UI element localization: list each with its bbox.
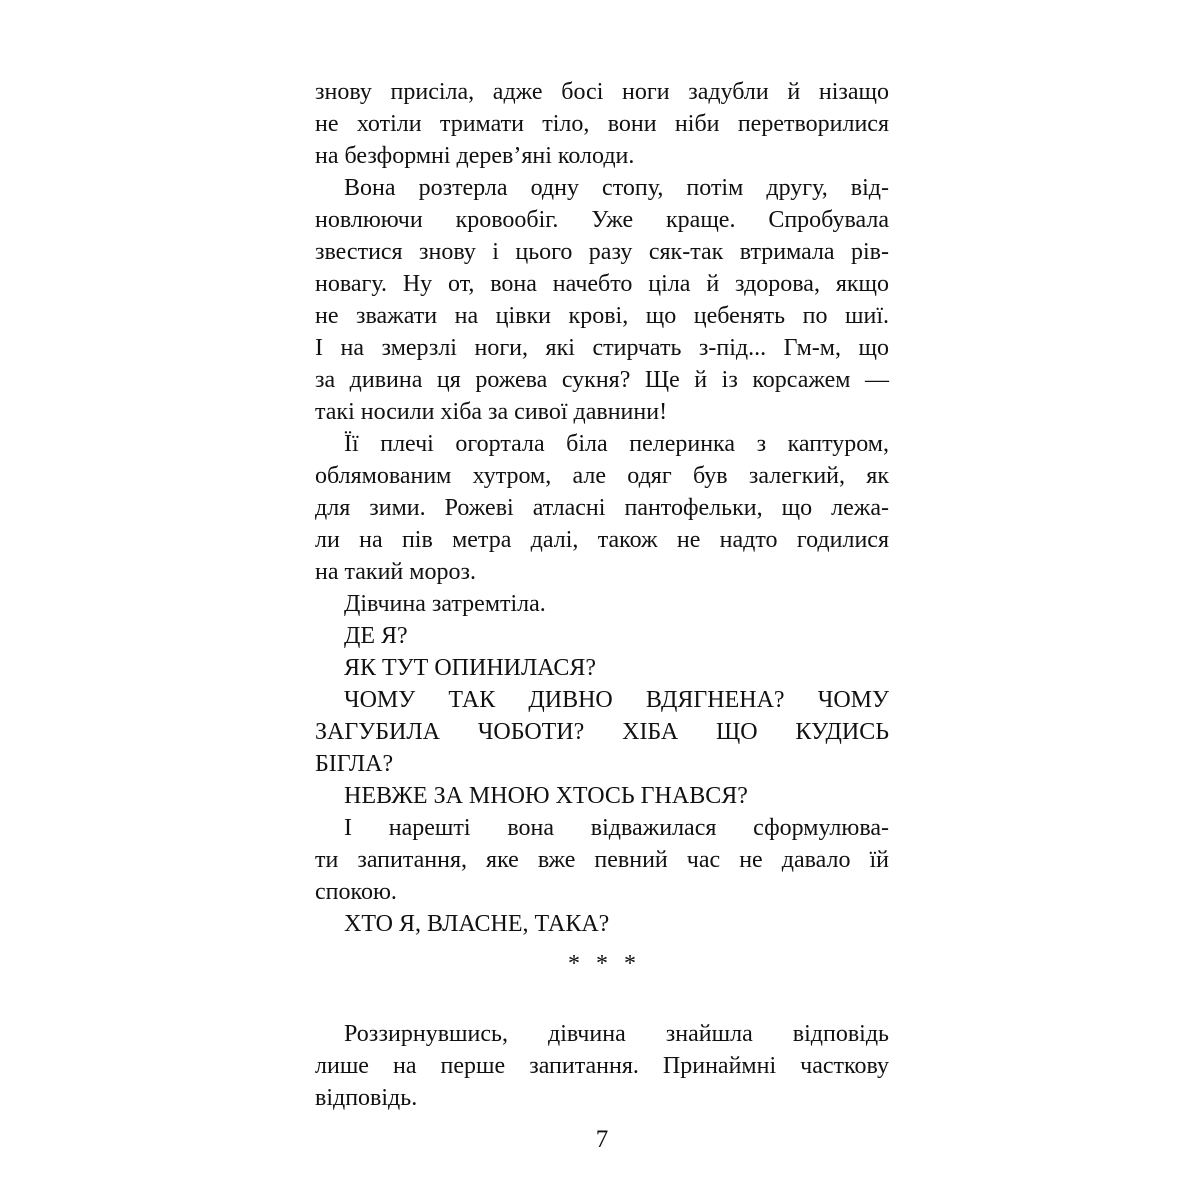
paragraph bbox=[315, 1018, 889, 1114]
page-text-bottom bbox=[315, 1018, 889, 1114]
text-line: відповідь. bbox=[315, 1085, 418, 1111]
text-line: новагу. Ну от, вона начебто ціла й здорова, якщо bbox=[315, 271, 889, 297]
paragraph bbox=[315, 428, 889, 588]
text-line: Вона розтерла одну стопу, потім другу, від- bbox=[344, 175, 889, 201]
text-line: ЗАГУБИЛА ЧОБОТИ? ХІБА ЩО КУДИСЬ bbox=[315, 719, 889, 745]
text-line: не зважати на цівки крові, що цебенять по шиї. bbox=[315, 303, 889, 329]
text-line: ли на пів метра далі, також не надто годилися bbox=[315, 527, 889, 553]
text-line: для зими. Рожеві атласні пантофельки, що лежа- bbox=[315, 495, 889, 521]
text-line: ХТО Я, ВЛАСНЕ, ТАКА? bbox=[344, 911, 610, 937]
text-line: облямованим хутром, але одяг був залегкий, як bbox=[315, 463, 889, 489]
paragraph bbox=[315, 684, 889, 780]
text-line: такі носили хіба за сивої давнини! bbox=[315, 399, 668, 425]
text-line: на безформні дерев’яні колоди. bbox=[315, 143, 635, 169]
paragraph bbox=[315, 588, 889, 620]
text-line: Її плечі огортала біла пелеринка з каптуром, bbox=[344, 431, 889, 457]
paragraph bbox=[315, 172, 889, 428]
paragraph bbox=[315, 812, 889, 908]
paragraph bbox=[315, 76, 889, 172]
text-line: не хотіли тримати тіло, вони ніби перетворилися bbox=[315, 111, 889, 137]
text-line: БІГЛА? bbox=[315, 751, 394, 777]
text-line: І нарешті вона відважилася сформулюва- bbox=[344, 815, 889, 841]
paragraph bbox=[315, 908, 889, 940]
text-line: ЯК ТУТ ОПИНИЛАСЯ? bbox=[344, 655, 597, 681]
text-line: звестися знову і цього разу сяк-так втримала рів- bbox=[315, 239, 889, 265]
text-line: на такий мороз. bbox=[315, 559, 476, 585]
text-line: лише на перше запитання. Принаймні часткову bbox=[315, 1053, 889, 1079]
page-text-top bbox=[315, 76, 889, 940]
paragraph bbox=[315, 780, 889, 812]
paragraph bbox=[315, 620, 889, 652]
page-text bbox=[315, 76, 889, 1156]
text-line: Роззирнувшись, дівчина знайшла відповідь bbox=[344, 1021, 889, 1047]
text-line: НЕВЖЕ ЗА МНОЮ ХТОСЬ ГНАВСЯ? bbox=[344, 783, 748, 809]
text-line: новлюючи кровообіг. Уже краще. Спробувала bbox=[315, 207, 889, 233]
section-separator: * * * bbox=[568, 951, 636, 977]
text-line: за дивина ця рожева сукня? Ще й із корсажем — bbox=[315, 367, 889, 393]
text-line: спокою. bbox=[315, 879, 397, 905]
text-line: І на змерзлі ноги, які стирчать з-під... Гм-м, що bbox=[315, 335, 889, 361]
text-line: Дівчина затремтіла. bbox=[344, 591, 546, 617]
text-line: ти запитання, яке вже певний час не давало їй bbox=[315, 847, 889, 873]
text-line: ЧОМУ ТАК ДИВНО ВДЯГНЕНА? ЧОМУ bbox=[344, 687, 889, 713]
text-line: знову присіла, адже босі ноги задубли й нізащо bbox=[315, 79, 889, 105]
text-line: ДЕ Я? bbox=[344, 623, 408, 649]
page-number: 7 bbox=[595, 1126, 609, 1153]
paragraph bbox=[315, 652, 889, 684]
